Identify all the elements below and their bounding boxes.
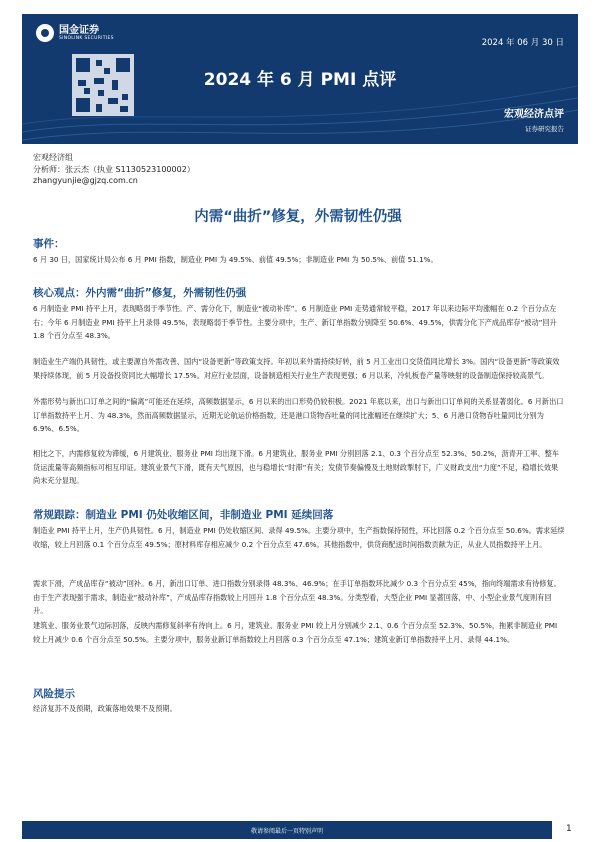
analyst-name: 分析师：张云杰（执业 S1130523100002） — [33, 164, 195, 174]
tracking-paragraph-1: 制造业 PMI 持平上月，生产仍具韧性。6 月，制造业 PMI 仍处收缩区间、录得 49.5%。主要分项中，生产指数保持韧性，环比回落 0.2 个百分点至 50.6%。需求延续收缩，较上月回落 0.1 个百分点至 49.5%；原材料库存相应减少 0.2 个百分点至 47.6%。其他指数中，供货商配送时间指数贡献为正，从业人员指数持平上月。 — [33, 526, 565, 549]
report-subtype: 证券研究报告 — [525, 125, 564, 133]
analyst-email[interactable]: zhangyunjie@gjzq.com.cn — [33, 176, 138, 185]
report-title: 2024 年 6 月 PMI 点评 — [203, 70, 397, 90]
logo-mark-icon — [36, 24, 54, 42]
logo-cn: 国金证券 — [59, 24, 99, 36]
logo — [36, 24, 114, 42]
report-date: 2024 年 06 月 30 日 — [481, 38, 564, 48]
tracking-paragraph-3: 建筑业、服务业景气边际回落，反映内需修复斜率有待向上。6 月，建筑业、服务业 PMI 较上月分别减少 2.1、0.6 个百分点至 52.3%、50.5%，拖累非制造业 PMI 较上月减少 0.6 个百分点至 50.5%。主要分项中，服务业新订单指数较上月回落 0.3 个百分点至 47.1%；建筑业新订单指数持平上月、录得 44.1%。 — [33, 621, 558, 644]
event-paragraph: 6 月 30 日，国家统计局公布 6 月 PMI 指数，制造业 PMI 为 49.5%、前值 49.5%；非制造业 PMI 为 50.5%、前值 51.1%。 — [33, 255, 438, 264]
core-paragraph-3: 外需形势与新出口订单之间的“偏离”可能还在延续，高频数据显示，6 月以来的出口形势仍较积极。2021 年底以来，出口与新出口订单间的关系显著弱化。6 月新出口订单指数持平上月、为 48.3%，然而高频数据显示，近期无论航运价格指数，还是港口货物吞吐量的同比涨幅还在继续扩大；5、6 月港口货物吞吐量同比分别为 6.9%、6.5%。 — [33, 397, 564, 434]
section-heading-core: 核心观点：外内需“曲折”修复，外需韧性仍强 — [33, 287, 247, 299]
section-heading-risk: 风险提示 — [33, 688, 75, 700]
headline: 内需“曲折”修复，外需韧性仍强 — [194, 209, 402, 225]
core-paragraph-4: 相比之下，内需修复较为滞缓，6 月建筑业、服务业 PMI 均出现下滑。6 月建筑业、服务业 PMI 分别回落 2.1、0.3 个百分点至 52.3%、50.2%，沥青开工率、整车货运流量等高频指标可相互印证。建筑业景气下滑，既有天气原因，也与稳增长“时滞”有关；发债节奏偏慢及土地财政掣肘下，广义财政支出“力度”不足，稳增长效果尚未充分显现。 — [33, 449, 560, 486]
tracking-paragraph-2: 需求下滑，产成品库存“被动”回补。6 月，新出口订单、进口指数分别录得 48.3%、46.9%；在手订单指数环比减少 0.3 个百分点至 45%，指向终端需求有待修复。由于生产表现强于需求，制造业“被动补库”，产成品库存指数较上月回升 1.8 个百分点至 48.3%。分类型看，大型企业 PMI 显著回落，中、小型企业景气度则有回升。 — [33, 579, 561, 616]
page-number: 1 — [566, 824, 572, 834]
footer-bar — [22, 821, 552, 839]
section-heading-event: 事件： — [33, 238, 65, 250]
group-name: 宏观经济组 — [33, 153, 73, 162]
author-info — [33, 152, 195, 187]
section-heading-tracking: 常规跟踪：制造业 PMI 仍处收缩区间，非制造业 PMI 延续回落 — [33, 509, 334, 521]
core-paragraph-2: 制造业生产端仍具韧性，或主要源自外需改善、国内“设备更新”等政策支持。年初以来外需持续好转，前 5 月工业出口交货值同比增长 3%。国内“设备更新”等政策效果持续体现，前 5 月设备投资同比大幅增长 17.5%。对应行业层面，设备制造相关行业生产表现更强；6 月以来，冷轧板卷产量等映射的设备制造保持较高景气。 — [33, 357, 560, 380]
risk-paragraph: 经济复苏不及预期，政策落地效果不及预期。 — [33, 704, 177, 713]
footer-disclaimer[interactable]: 敬请参阅最后一页特别声明 — [250, 828, 323, 835]
header-banner — [22, 14, 578, 144]
report-type: 宏观经济点评 — [504, 109, 564, 120]
core-paragraph-1: 6 月制造业 PMI 持平上月，表现略弱于季节性。产、需分化下，制造业“被动补库”。6 月制造业 PMI 走势通常较平稳，2017 年以来边际平均涨幅在 0.2 个百分点左右；今年 6 月制造业 PMI 持平上月录得 49.5%，表现略弱于季节性。主要分项中，生产、新订单指数分别降至 50.6%、49.5%，供需分化下产成品库存“被动”回升 1.8 个百分点至 48.3%。 — [33, 304, 557, 341]
logo-en: SINOLINK SECURITIES — [59, 35, 114, 41]
